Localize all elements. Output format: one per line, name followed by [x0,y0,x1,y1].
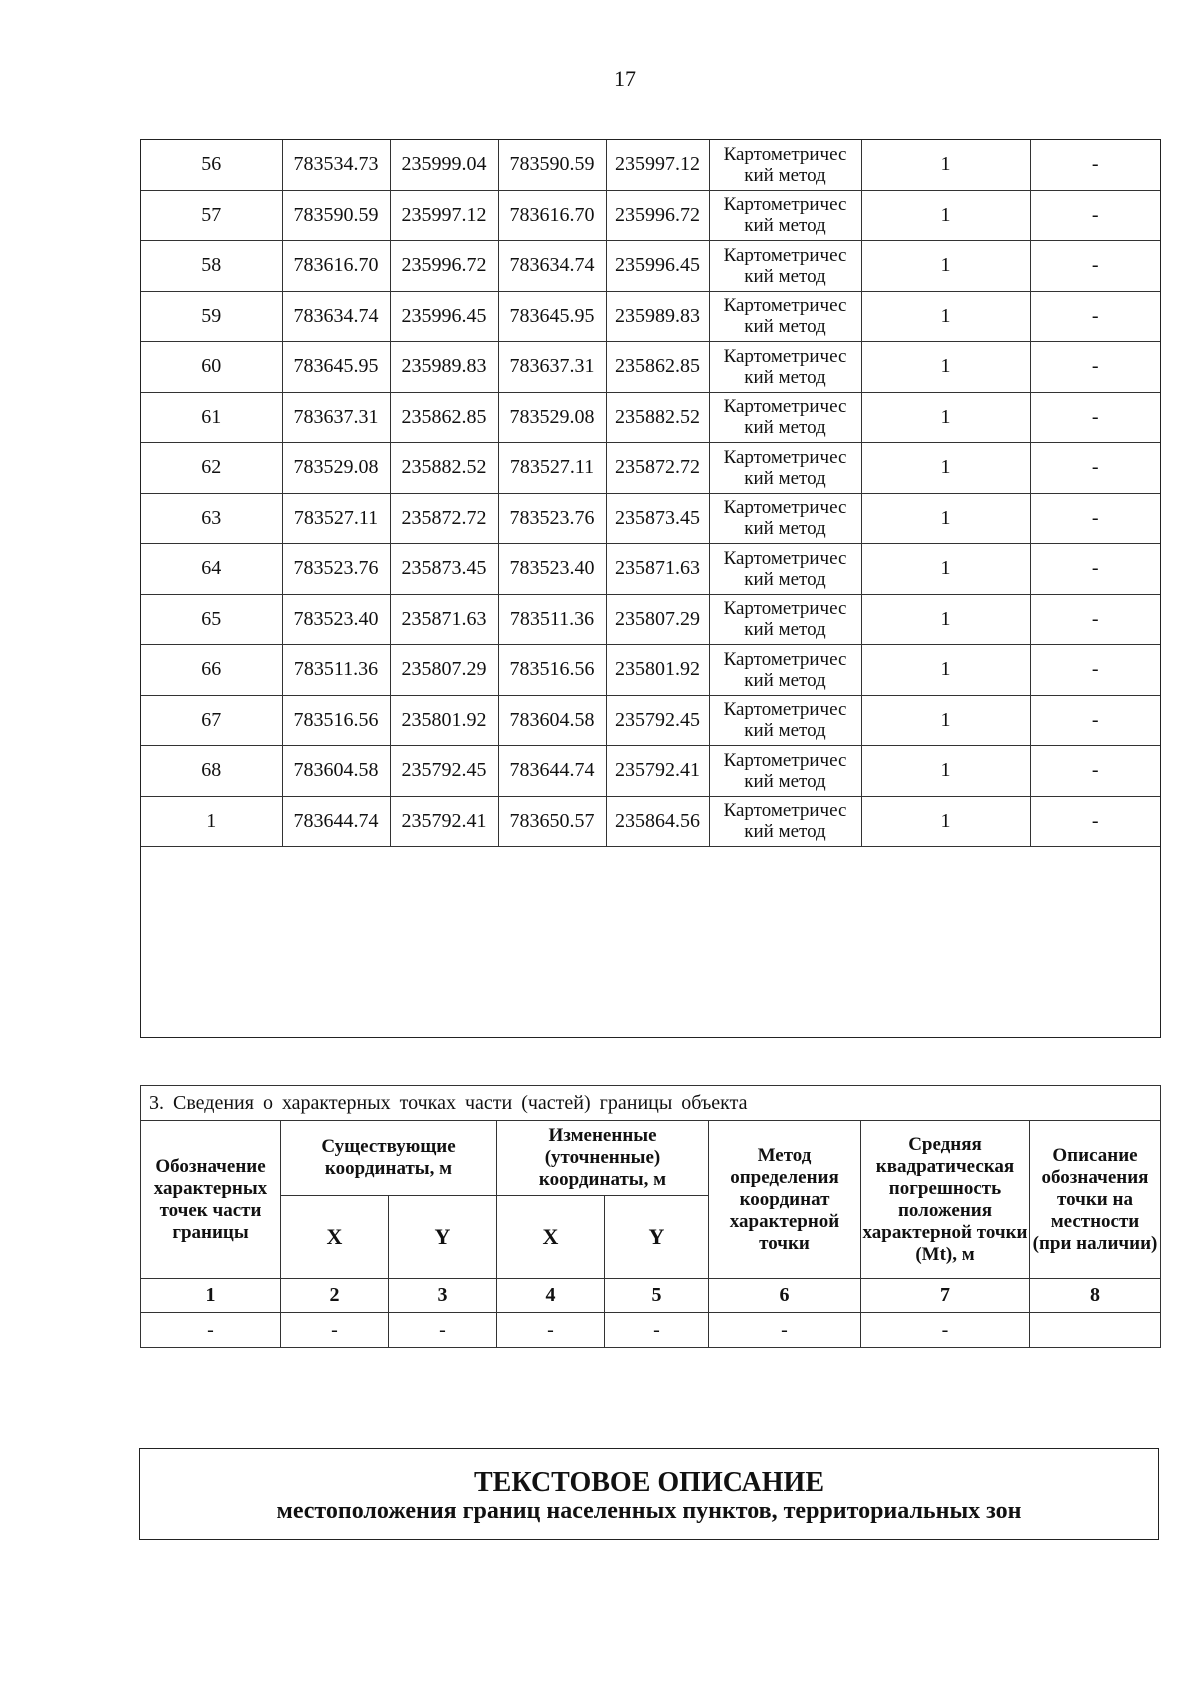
point-number-cell: 65 [141,594,282,645]
empty-cell: - [861,1313,1030,1348]
method-line: кий метод [744,669,826,691]
description-cell: - [1030,544,1160,595]
existing-x-cell: 783523.76 [282,544,390,595]
table-row [141,746,1160,797]
changed-x-cell: 783616.70 [498,190,606,241]
method-line: кий метод [744,417,826,439]
boundary-points-table-continuation [140,139,1161,1038]
column-number: 3 [389,1279,497,1313]
method-line: кий метод [744,518,826,540]
column-number: 7 [861,1279,1030,1313]
changed-y-cell: 235989.83 [606,291,709,342]
point-number-cell: 62 [141,443,282,494]
changed-x-cell: 783527.11 [498,443,606,494]
existing-y-cell: 235862.85 [390,392,498,443]
changed-y-cell: 235872.72 [606,443,709,494]
accuracy-cell: 1 [861,695,1030,746]
method-line: Картометричес [723,345,847,367]
description-cell: - [1030,190,1160,241]
table-row [141,342,1160,393]
existing-y-cell: 235997.12 [390,190,498,241]
existing-x-cell: 783529.08 [282,443,390,494]
column-number: 4 [497,1279,605,1313]
method-cell [709,746,861,797]
section-3-empty-row [141,1313,1161,1348]
existing-x-cell: 783590.59 [282,190,390,241]
method-cell [709,392,861,443]
method-cell [709,291,861,342]
table-row [141,695,1160,746]
method-line: Картометричес [723,194,847,216]
description-cell: - [1030,342,1160,393]
changed-x-cell: 783523.76 [498,493,606,544]
method-cell [709,342,861,393]
method-cell [709,140,861,190]
empty-cell: - [605,1313,709,1348]
accuracy-cell: 1 [861,140,1030,190]
existing-y-cell: 235871.63 [390,594,498,645]
changed-y-cell: 235792.45 [606,695,709,746]
method-line: кий метод [744,619,826,641]
accuracy-cell: 1 [861,493,1030,544]
table-row [141,493,1160,544]
changed-y-cell: 235996.45 [606,241,709,292]
changed-y-cell: 235996.72 [606,190,709,241]
method-cell [709,190,861,241]
text-description-title: ТЕКСТОВОЕ ОПИСАНИЕ [473,1467,824,1498]
page-number: 17 [614,66,636,91]
existing-x-cell: 783511.36 [282,645,390,696]
point-number-cell: 63 [141,493,282,544]
description-cell: - [1030,140,1160,190]
header-method: Метод определения координат характерной точки [709,1121,861,1279]
changed-y-cell: 235801.92 [606,645,709,696]
changed-x-cell: 783590.59 [498,140,606,190]
empty-cell: - [497,1313,605,1348]
existing-x-cell: 783527.11 [282,493,390,544]
changed-y-cell: 235882.52 [606,392,709,443]
accuracy-cell: 1 [861,291,1030,342]
accuracy-cell: 1 [861,392,1030,443]
description-cell: - [1030,493,1160,544]
existing-y-cell: 235873.45 [390,544,498,595]
accuracy-cell: 1 [861,746,1030,797]
method-cell [709,493,861,544]
description-cell: - [1030,796,1160,847]
existing-x-cell: 783604.58 [282,746,390,797]
section-3-table [140,1085,1161,1348]
header-existing-y: Y [389,1196,497,1279]
method-line: Картометричес [723,244,847,266]
header-changed-x: X [497,1196,605,1279]
method-cell [709,443,861,494]
existing-y-cell: 235792.41 [390,796,498,847]
accuracy-cell: 1 [861,443,1030,494]
table-row [141,190,1160,241]
table-row [141,291,1160,342]
changed-y-cell: 235997.12 [606,140,709,190]
existing-x-cell: 783616.70 [282,241,390,292]
existing-y-cell: 235996.45 [390,291,498,342]
table-row [141,796,1160,847]
description-cell: - [1030,695,1160,746]
method-line: кий метод [744,164,826,186]
existing-y-cell: 235872.72 [390,493,498,544]
method-line: Картометричес [723,547,847,569]
point-number-cell: 64 [141,544,282,595]
existing-x-cell: 783645.95 [282,342,390,393]
empty-cell: - [709,1313,861,1348]
method-line: кий метод [744,366,826,388]
existing-x-cell: 783534.73 [282,140,390,190]
table-row [141,443,1160,494]
point-number-cell: 58 [141,241,282,292]
point-number-cell: 67 [141,695,282,746]
existing-x-cell: 783516.56 [282,695,390,746]
accuracy-cell: 1 [861,594,1030,645]
changed-x-cell: 783516.56 [498,645,606,696]
header-designation: Обозначение характерных точек части границы [141,1121,281,1279]
existing-x-cell: 783637.31 [282,392,390,443]
empty-cell: - [141,1313,281,1348]
header-changed-y: Y [605,1196,709,1279]
description-cell: - [1030,594,1160,645]
method-line: кий метод [744,720,826,742]
text-description-subtitle: местоположения границ населенных пунктов, территориальных зон [276,1498,1022,1524]
accuracy-cell: 1 [861,190,1030,241]
method-line: Картометричес [723,446,847,468]
accuracy-cell: 1 [861,342,1030,393]
method-line: кий метод [744,316,826,338]
header-existing-coordinates: Существующие координаты, м [281,1121,497,1196]
method-cell [709,796,861,847]
existing-y-cell: 235807.29 [390,645,498,696]
method-line: кий метод [744,467,826,489]
empty-cell [1030,1313,1161,1348]
accuracy-cell: 1 [861,241,1030,292]
existing-y-cell: 235989.83 [390,342,498,393]
changed-x-cell: 783637.31 [498,342,606,393]
method-line: кий метод [744,215,826,237]
method-cell [709,645,861,696]
accuracy-cell: 1 [861,645,1030,696]
section-3-title: 3. Сведения о характерных точках части (частей) границы объекта [141,1086,1161,1121]
table-row [141,594,1160,645]
accuracy-cell: 1 [861,544,1030,595]
changed-y-cell: 235871.63 [606,544,709,595]
header-description: Описание обозначения точки на местности (при наличии) [1030,1121,1161,1279]
point-number-cell: 57 [141,190,282,241]
table-row [141,241,1160,292]
changed-x-cell: 783650.57 [498,796,606,847]
point-number-cell: 61 [141,392,282,443]
changed-x-cell: 783634.74 [498,241,606,292]
text-description-box [139,1448,1159,1540]
table-row [141,392,1160,443]
column-number: 2 [281,1279,389,1313]
method-cell [709,241,861,292]
changed-y-cell: 235792.41 [606,746,709,797]
changed-y-cell: 235862.85 [606,342,709,393]
method-line: Картометричес [723,396,847,418]
table-row [141,140,1160,190]
existing-x-cell: 783644.74 [282,796,390,847]
point-number-cell: 60 [141,342,282,393]
point-number-cell: 68 [141,746,282,797]
header-accuracy: Средняя квадратическая погрешность положения характерной точки (Mt), м [861,1121,1030,1279]
description-cell: - [1030,241,1160,292]
method-line: Картометричес [723,800,847,822]
header-changed-coordinates: Измененные (уточненные) координаты, м [497,1121,709,1196]
method-line: кий метод [744,568,826,590]
method-line: Картометричес [723,598,847,620]
method-line: Картометричес [723,497,847,519]
point-number-cell: 59 [141,291,282,342]
description-cell: - [1030,392,1160,443]
method-line: кий метод [744,770,826,792]
existing-x-cell: 783523.40 [282,594,390,645]
point-number-cell: 1 [141,796,282,847]
method-line: Картометричес [723,648,847,670]
existing-y-cell: 235882.52 [390,443,498,494]
method-line: кий метод [744,265,826,287]
method-line: Картометричес [723,699,847,721]
description-cell: - [1030,645,1160,696]
changed-y-cell: 235873.45 [606,493,709,544]
column-number: 8 [1030,1279,1161,1313]
existing-y-cell: 235801.92 [390,695,498,746]
column-number: 1 [141,1279,281,1313]
method-line: Картометричес [723,143,847,165]
description-cell: - [1030,443,1160,494]
changed-y-cell: 235807.29 [606,594,709,645]
changed-x-cell: 783644.74 [498,746,606,797]
point-number-cell: 56 [141,140,282,190]
existing-y-cell: 235996.72 [390,241,498,292]
column-numbers-row [141,1279,1161,1313]
method-line: Картометричес [723,295,847,317]
changed-x-cell: 783529.08 [498,392,606,443]
point-number-cell: 66 [141,645,282,696]
empty-cell: - [281,1313,389,1348]
table-row [141,645,1160,696]
existing-y-cell: 235999.04 [390,140,498,190]
method-line: кий метод [744,821,826,843]
column-number: 6 [709,1279,861,1313]
boundary-points-rows [141,140,1160,847]
changed-y-cell: 235864.56 [606,796,709,847]
existing-y-cell: 235792.45 [390,746,498,797]
description-cell: - [1030,746,1160,797]
changed-x-cell: 783645.95 [498,291,606,342]
header-existing-x: X [281,1196,389,1279]
changed-x-cell: 783511.36 [498,594,606,645]
column-number: 5 [605,1279,709,1313]
description-cell: - [1030,291,1160,342]
method-cell [709,544,861,595]
existing-x-cell: 783634.74 [282,291,390,342]
table-row [141,544,1160,595]
method-cell [709,695,861,746]
changed-x-cell: 783523.40 [498,544,606,595]
accuracy-cell: 1 [861,796,1030,847]
method-line: Картометричес [723,749,847,771]
method-cell [709,594,861,645]
empty-cell: - [389,1313,497,1348]
changed-x-cell: 783604.58 [498,695,606,746]
